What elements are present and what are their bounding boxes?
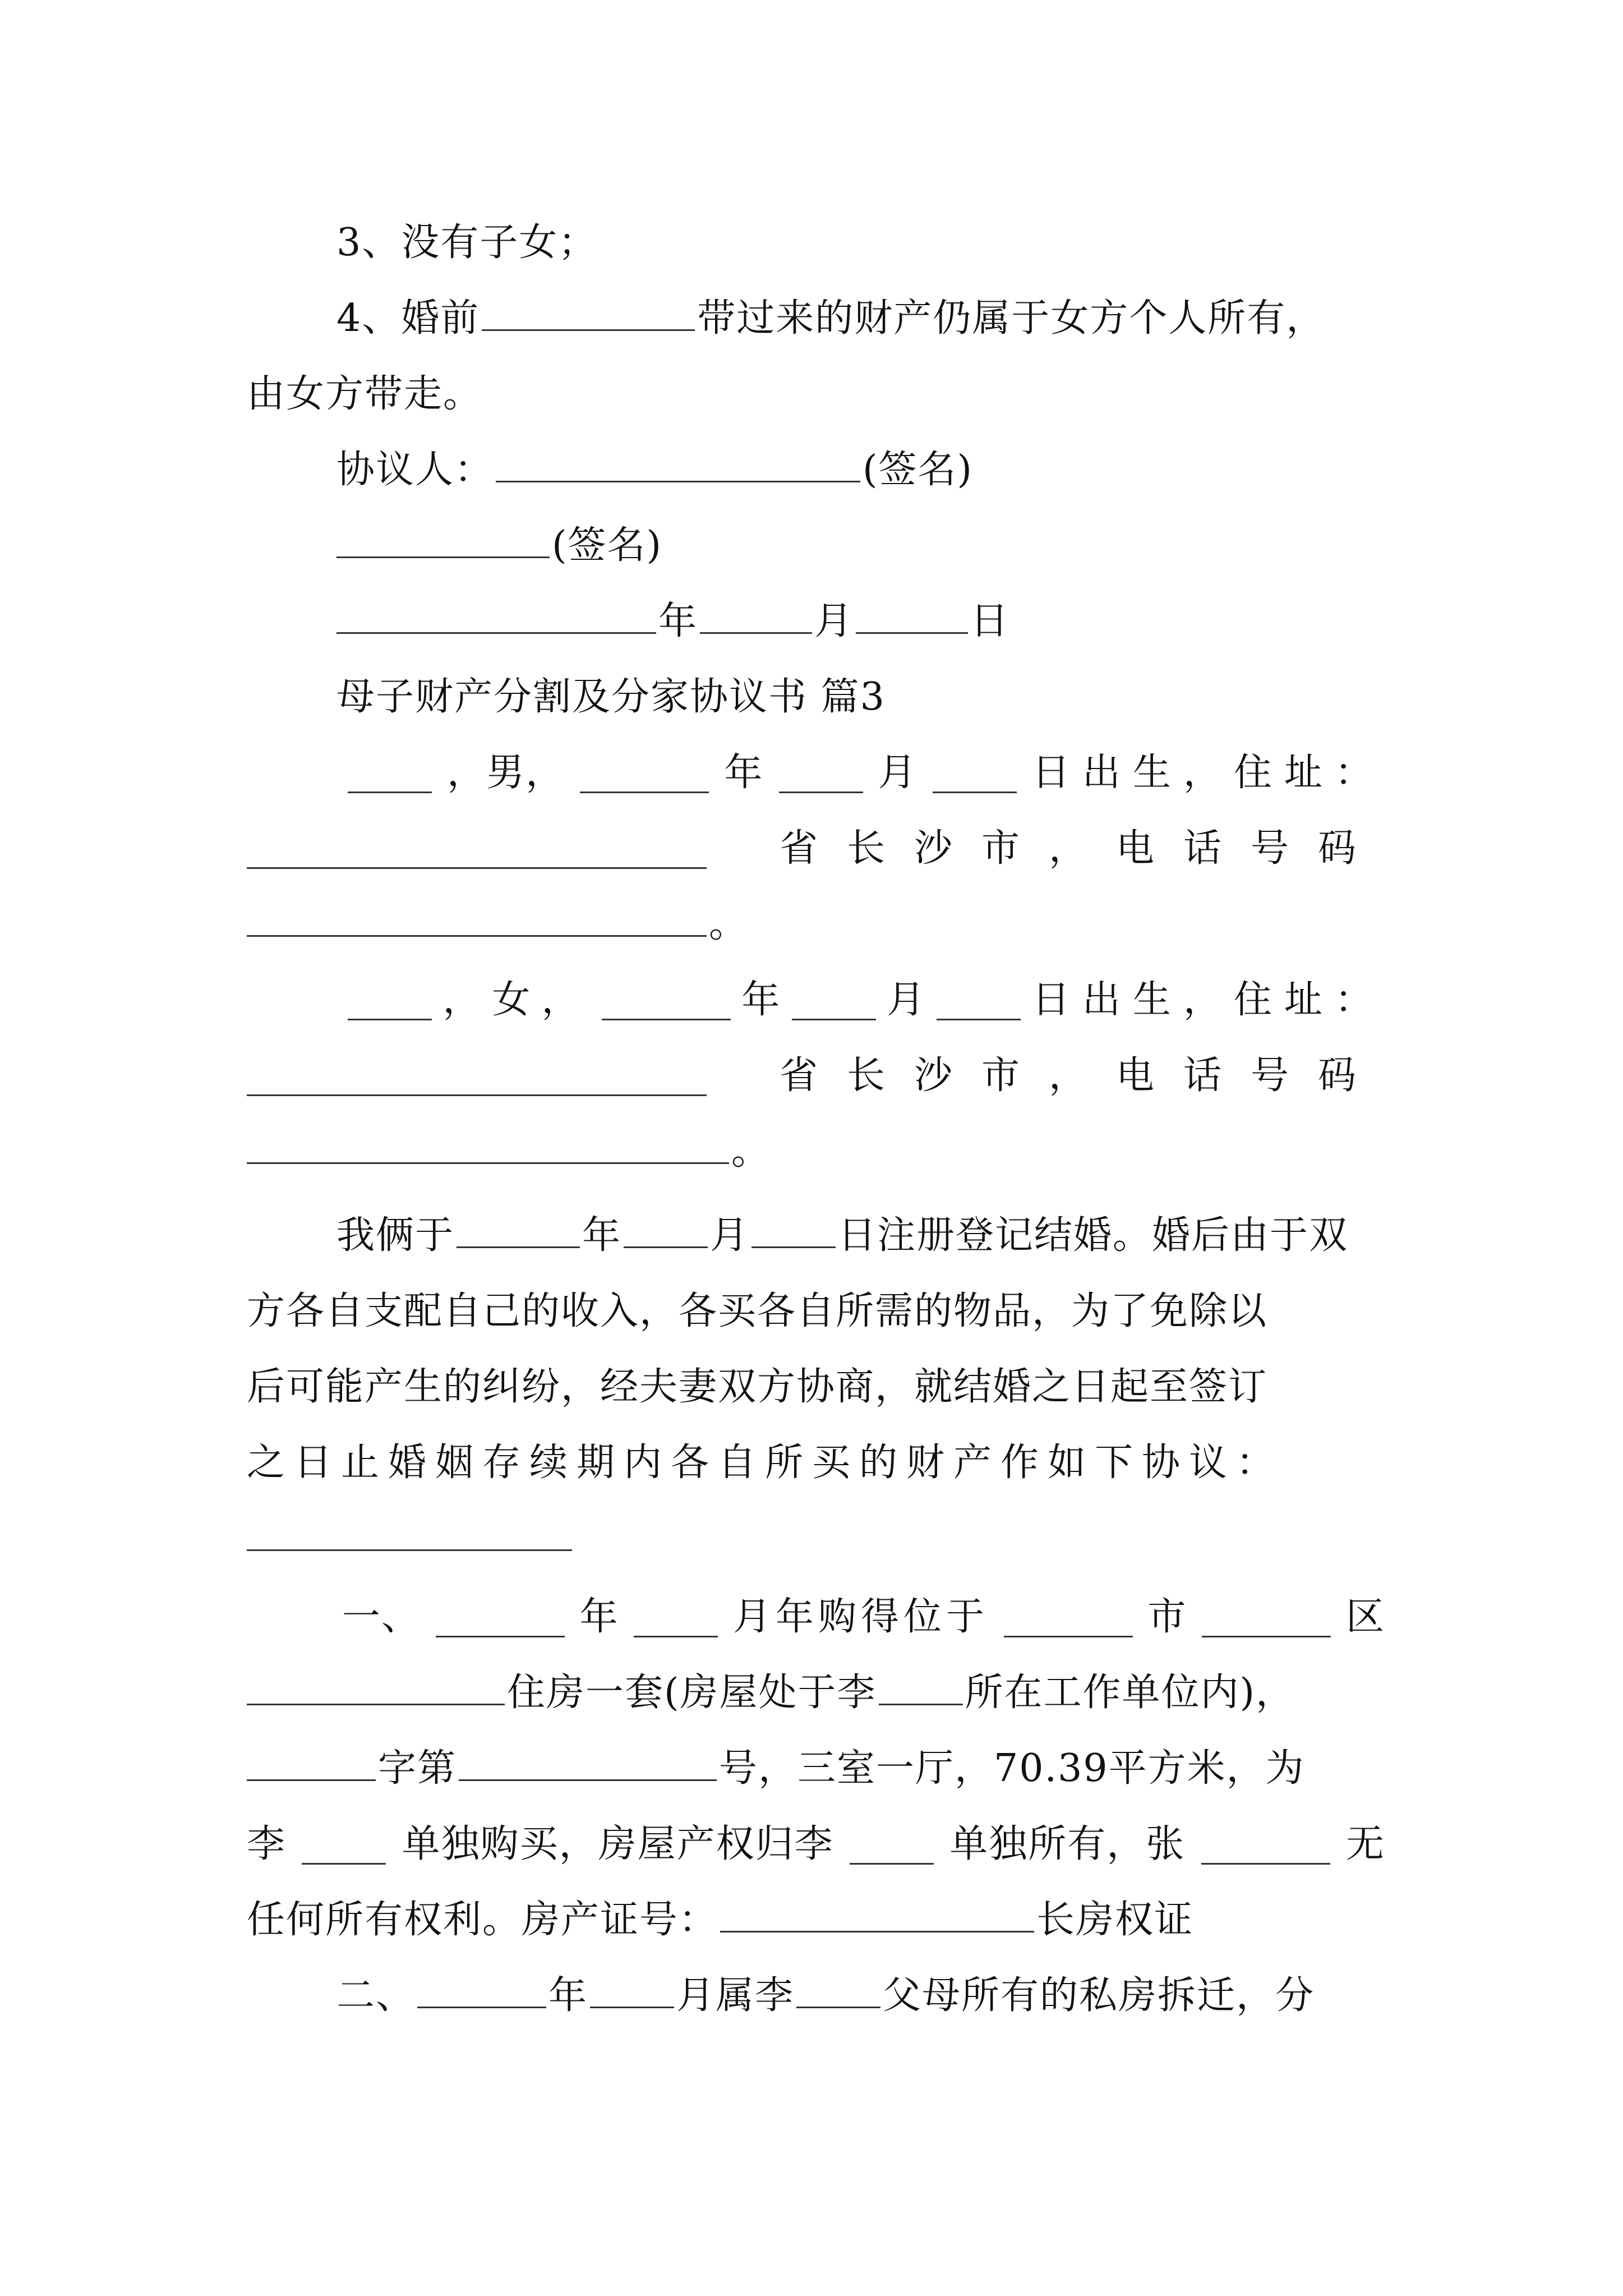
year-blank (336, 593, 656, 634)
female-party-line-2 (247, 1041, 1385, 1111)
phone-blank (247, 1123, 729, 1164)
clause2-month: 月属李 (676, 1973, 795, 2018)
name-blank (850, 1824, 934, 1865)
female-end: 。 (731, 1129, 771, 1174)
female-gender: ，女， (442, 978, 591, 1022)
signature-blank (496, 441, 860, 482)
name-blank (879, 1664, 963, 1705)
male-province: 省长沙市，电话号码 (779, 826, 1385, 871)
female-province: 省长沙市，电话号码 (779, 1053, 1385, 1098)
clause1-city: 市 (1147, 1595, 1187, 1639)
female-year: 年 (741, 978, 781, 1022)
name-blank (1201, 1824, 1330, 1865)
clause1-line-1 (247, 1582, 1385, 1652)
name-blank (302, 1824, 386, 1865)
male-gender: ，男， (447, 751, 565, 795)
prefix-blank (247, 1740, 376, 1781)
day-blank (937, 979, 1021, 1020)
address-blank (247, 1664, 505, 1705)
signature-line-1 (247, 435, 1385, 505)
para1-rest: 日注册登记结婚。婚后由于双 (838, 1213, 1349, 1258)
clause1-hao: 号，三室一厅，70.39平方米，为 (719, 1746, 1305, 1791)
para1-line-1 (247, 1200, 1385, 1271)
clause2-prefix: 二、 (336, 1973, 416, 2018)
district-blank (1202, 1596, 1331, 1637)
year-blank (580, 752, 709, 793)
para1-prefix: 我俩于 (336, 1213, 455, 1258)
clause1-prefix: 一、 (342, 1595, 421, 1639)
clause1-line-4 (247, 1809, 1385, 1879)
month-blank (792, 979, 876, 1020)
month-blank (634, 1596, 718, 1637)
standalone-blank-line (247, 1503, 1385, 1573)
day-blank (751, 1207, 836, 1248)
month-blank (700, 593, 812, 634)
para1-line2-text: 方各自支配自己的收入，各买各自所需的物品，为了免除以 (247, 1289, 1268, 1333)
clause2-rest: 父母所有的私房拆迁，分 (883, 1973, 1315, 2018)
signatory-label: 协议人： (336, 448, 494, 492)
female-month: 月 (887, 978, 926, 1022)
item-4-prefix: 4、婚前 (336, 296, 480, 341)
clause1-zi: 字第 (378, 1746, 457, 1791)
signature-suffix: (签名) (863, 448, 974, 492)
female-party-line-3 (247, 1116, 1385, 1186)
year-blank (602, 979, 731, 1020)
female-party-line-1 (247, 965, 1385, 1035)
item-3-text: 3、没有子女； (336, 220, 598, 265)
day-blank (856, 593, 968, 634)
male-party-line-2 (247, 813, 1385, 884)
blank-field (247, 1510, 572, 1551)
blank-field (482, 290, 695, 331)
clause1-own: 单独所有，张 (949, 1822, 1186, 1866)
date-year: 年 (658, 599, 698, 643)
para1-line-3 (247, 1352, 1385, 1422)
male-month: 月 (878, 751, 917, 795)
clause2-line-1 (247, 1961, 1385, 2031)
year-blank (417, 1967, 546, 2008)
name-blank (348, 979, 432, 1020)
address-blank (247, 1055, 707, 1096)
para1-line3-text: 后可能产生的纠纷，经夫妻双方协商，就结婚之日起至签订 (247, 1365, 1268, 1409)
male-party-line-3 (247, 889, 1385, 959)
signature-suffix: (签名) (552, 523, 663, 568)
section-title-text: 母子财产分割及分家协议书 篇3 (336, 675, 886, 719)
name-blank (796, 1967, 880, 2008)
number-blank (459, 1740, 717, 1781)
day-blank (933, 752, 1017, 793)
clause1-buy: 单独购买，房屋产权归李 (402, 1822, 834, 1866)
male-year: 年 (724, 751, 764, 795)
item-3 (247, 208, 1385, 278)
clause1-district: 区 (1345, 1595, 1385, 1639)
clause2-year: 年 (548, 1973, 588, 2018)
month-blank (624, 1207, 708, 1248)
item-4-continuation (247, 359, 1385, 429)
date-line (247, 586, 1385, 656)
name-blank (348, 752, 432, 793)
date-month: 月 (814, 599, 854, 643)
clause1-year: 年 (579, 1595, 619, 1639)
clause1-rights: 任何所有权利。房产证号： (247, 1898, 718, 1942)
phone-blank (247, 896, 707, 937)
male-party-line-1 (247, 738, 1385, 808)
male-end: 。 (709, 902, 749, 946)
clause1-house: 住房一套(房屋处于李 (507, 1671, 877, 1715)
year-blank (436, 1596, 565, 1637)
para1-line-2 (247, 1276, 1385, 1346)
month-blank (590, 1967, 674, 2008)
clause1-li: 李 (247, 1822, 287, 1866)
cert-blank (720, 1892, 1034, 1932)
city-blank (1004, 1596, 1133, 1637)
clause1-unit: 所在工作单位内)， (965, 1671, 1295, 1715)
clause1-line-5 (247, 1885, 1385, 1955)
date-day: 日 (970, 599, 1010, 643)
month-blank (779, 752, 863, 793)
item-4-suffix: 带过来的财产仍属于女方个人所有， (697, 296, 1326, 341)
clause1-wu: 无 (1345, 1822, 1385, 1866)
clause1-mid: 月年购得位于 (732, 1595, 989, 1639)
year-blank (457, 1207, 580, 1248)
clause1-line-3 (247, 1733, 1385, 1803)
item-4 (247, 283, 1385, 353)
para1-line-4 (247, 1428, 1385, 1498)
female-birth-addr: 日出生，住址： (1031, 978, 1385, 1022)
para1-year: 年 (582, 1213, 622, 1258)
para1-line4-text: 之日止婚姻存续期内各自所买的财产作如下协议： (247, 1441, 1284, 1485)
section-title (247, 662, 1385, 732)
male-birth-addr: 日出生，住址： (1031, 751, 1385, 795)
signature-line-2 (247, 510, 1385, 581)
address-blank (247, 828, 707, 869)
para1-month: 月 (710, 1213, 750, 1258)
item-4-cont-text: 由女方带走。 (247, 372, 483, 416)
clause1-cert: 长房权证 (1036, 1898, 1194, 1942)
clause1-line-2 (247, 1658, 1385, 1728)
signature-blank (336, 517, 550, 558)
